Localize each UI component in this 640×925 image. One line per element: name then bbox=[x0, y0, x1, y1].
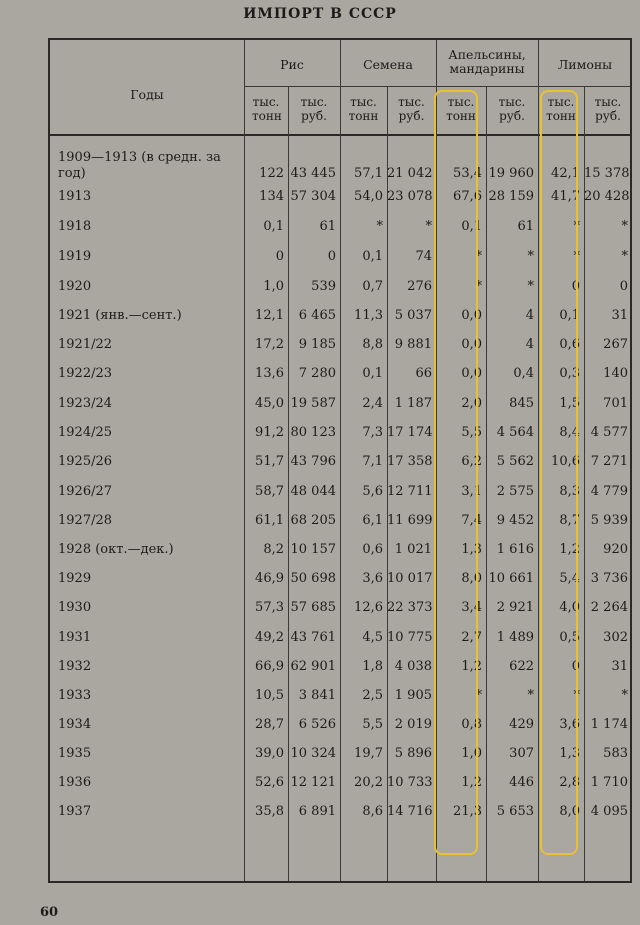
table-cell: 80 123 bbox=[290, 425, 336, 440]
year-label: 1913 bbox=[58, 189, 92, 204]
table-cell: 1 616 bbox=[496, 542, 534, 557]
table-cell: 4 038 bbox=[394, 659, 432, 674]
table-cell: * bbox=[527, 688, 534, 703]
table-cell: 2,8 bbox=[559, 775, 580, 790]
table-cell: 6 526 bbox=[298, 717, 336, 732]
table-cell: 5 896 bbox=[394, 746, 432, 761]
table-cell: 20 428 bbox=[584, 189, 630, 204]
table-cell: 701 bbox=[603, 396, 628, 411]
table-cell: 28 159 bbox=[488, 189, 534, 204]
table-cell: 66,9 bbox=[255, 659, 284, 674]
table-cell: 5 562 bbox=[496, 454, 534, 469]
group-header: Семена bbox=[363, 57, 413, 72]
table-cell: 1,2 bbox=[461, 775, 482, 790]
table-cell: 5 939 bbox=[590, 513, 628, 528]
table-cell: 43 796 bbox=[290, 454, 336, 469]
table-cell: 1,2 bbox=[559, 542, 580, 557]
table-cell: 31 bbox=[611, 659, 628, 674]
table-cell: 67,6 bbox=[453, 189, 482, 204]
table-cell: 5,5 bbox=[362, 717, 383, 732]
highlight-box bbox=[540, 90, 578, 855]
table-cell: * bbox=[573, 219, 580, 234]
table-cell: 20,2 bbox=[354, 775, 383, 790]
table-cell: 61 bbox=[319, 219, 336, 234]
table-cell: 50 698 bbox=[290, 571, 336, 586]
table-cell: 11 699 bbox=[387, 513, 433, 528]
page-title: ИМПОРТ В СССР bbox=[243, 6, 397, 22]
table-cell: 5,6 bbox=[362, 484, 383, 499]
table-cell: 43 761 bbox=[290, 630, 336, 645]
year-label: 1922/23 bbox=[58, 366, 113, 381]
table-cell: * bbox=[573, 249, 580, 264]
unit-header: тыс. тонн bbox=[252, 95, 282, 123]
table-cell: 1 021 bbox=[394, 542, 432, 557]
table-cell: 12,6 bbox=[354, 600, 383, 615]
table-cell: 0,0 bbox=[461, 308, 482, 323]
table-cell: 622 bbox=[509, 659, 534, 674]
table-cell: 45,0 bbox=[255, 396, 284, 411]
table-cell: 3,1 bbox=[461, 484, 482, 499]
table-cell: 0,6 bbox=[362, 542, 383, 557]
table-cell: 17,2 bbox=[255, 337, 284, 352]
table-cell: 583 bbox=[603, 746, 628, 761]
highlight-box bbox=[434, 90, 478, 855]
year-label: 1934 bbox=[58, 717, 92, 732]
table-cell: 8,0 bbox=[559, 804, 580, 819]
table-cell: 8,4 bbox=[559, 425, 580, 440]
table-cell: 0,1 bbox=[263, 219, 284, 234]
table-cell: 8,2 bbox=[263, 542, 284, 557]
table-cell: 6,1 bbox=[362, 513, 383, 528]
table-cell: 53,4 bbox=[453, 166, 482, 181]
table-cell: * bbox=[621, 688, 628, 703]
table-cell: 267 bbox=[603, 337, 628, 352]
table-cell: * bbox=[621, 219, 628, 234]
year-label: 1924/25 bbox=[58, 425, 113, 440]
table-cell: 74 bbox=[415, 249, 432, 264]
table-cell: 0 bbox=[327, 249, 336, 264]
table-cell: 10 661 bbox=[488, 571, 534, 586]
table-cell: 276 bbox=[407, 279, 432, 294]
unit-header: тыс. руб. bbox=[300, 95, 328, 123]
table-cell: 9 452 bbox=[496, 513, 534, 528]
table-cell: 2,4 bbox=[362, 396, 383, 411]
table-cell: 5,5 bbox=[461, 425, 482, 440]
table-cell: 48 044 bbox=[290, 484, 336, 499]
table-cell: 7,1 bbox=[362, 454, 383, 469]
unit-header: тыс. руб. bbox=[594, 95, 622, 123]
table-cell: 5 653 bbox=[496, 804, 534, 819]
table-cell: 5,4 bbox=[559, 571, 580, 586]
table-cell: 12 121 bbox=[290, 775, 336, 790]
table-cell: 140 bbox=[603, 366, 628, 381]
table-cell: 1,3 bbox=[461, 542, 482, 557]
table-cell: 2,0 bbox=[461, 396, 482, 411]
year-label: 1929 bbox=[58, 571, 92, 586]
table-cell: 1 905 bbox=[394, 688, 432, 703]
year-label: 1926/27 bbox=[58, 484, 113, 499]
table-cell: 4 577 bbox=[590, 425, 628, 440]
table-cell: 0,1 bbox=[362, 249, 383, 264]
year-label: 1930 bbox=[58, 600, 92, 615]
table-cell: 1,3 bbox=[559, 746, 580, 761]
year-label: 1936 bbox=[58, 775, 92, 790]
table-cell: 0,3 bbox=[559, 366, 580, 381]
year-label: 1923/24 bbox=[58, 396, 113, 411]
table-cell: 10,5 bbox=[255, 688, 284, 703]
table-cell: 1 174 bbox=[590, 717, 628, 732]
table-cell: 122 bbox=[259, 166, 284, 181]
table-cell: 19 960 bbox=[488, 166, 534, 181]
table-cell: 7 280 bbox=[298, 366, 336, 381]
year-label: 1927/28 bbox=[58, 513, 113, 528]
table-cell: 61 bbox=[517, 219, 534, 234]
table-cell: 51,7 bbox=[255, 454, 284, 469]
table-cell: 11,3 bbox=[354, 308, 383, 323]
table-cell: 8,0 bbox=[461, 571, 482, 586]
table-cell: 7,3 bbox=[362, 425, 383, 440]
year-label: 1928 (окт.—дек.) bbox=[58, 542, 174, 557]
table-cell: 0 bbox=[571, 279, 580, 294]
table-cell: * bbox=[621, 249, 628, 264]
table-cell: 8,3 bbox=[559, 484, 580, 499]
table-cell: 22 373 bbox=[387, 600, 433, 615]
table-cell: 57,1 bbox=[354, 166, 383, 181]
import-table bbox=[48, 38, 632, 883]
table-cell: 0,5 bbox=[559, 630, 580, 645]
unit-header: тыс. руб. bbox=[498, 95, 526, 123]
table-cell: 41,7 bbox=[551, 189, 580, 204]
table-cell: 10 733 bbox=[387, 775, 433, 790]
table-cell: 12,1 bbox=[255, 308, 284, 323]
unit-header: тыс. руб. bbox=[398, 95, 425, 123]
table-cell: 0 bbox=[571, 659, 580, 674]
table-cell: 0,8 bbox=[461, 717, 482, 732]
table-cell: 0,4 bbox=[513, 366, 534, 381]
table-cell: 1,2 bbox=[461, 659, 482, 674]
table-cell: 2 921 bbox=[496, 600, 534, 615]
table-cell: 7 271 bbox=[590, 454, 628, 469]
table-cell: 62 901 bbox=[290, 659, 336, 674]
table-cell: 6 891 bbox=[298, 804, 336, 819]
table-cell: 4,0 bbox=[559, 600, 580, 615]
table-cell: 4 bbox=[525, 308, 534, 323]
table-cell: 46,9 bbox=[255, 571, 284, 586]
year-label: 1920 bbox=[58, 279, 92, 294]
table-cell: 0,1 bbox=[362, 366, 383, 381]
table-cell: 10,6 bbox=[551, 454, 580, 469]
table-cell: 1 187 bbox=[394, 396, 432, 411]
table-cell: 4,5 bbox=[362, 630, 383, 645]
table-cell: 57 685 bbox=[290, 600, 336, 615]
table-cell: 10 324 bbox=[290, 746, 336, 761]
table-cell: 4 095 bbox=[590, 804, 628, 819]
table-cell: 31 bbox=[611, 308, 628, 323]
table-cell: 2,5 bbox=[362, 688, 383, 703]
year-label: 1937 bbox=[58, 804, 92, 819]
table-cell: 302 bbox=[603, 630, 628, 645]
table-cell: 307 bbox=[509, 746, 534, 761]
table-cell: * bbox=[376, 219, 383, 234]
table-cell: 1 489 bbox=[496, 630, 534, 645]
table-cell: 0,1 bbox=[461, 219, 482, 234]
year-label: 1909—1913 (в средн. за год) bbox=[58, 150, 221, 181]
table-cell: 35,8 bbox=[255, 804, 284, 819]
table-cell: 0 bbox=[275, 249, 284, 264]
group-header: Лимоны bbox=[557, 57, 613, 72]
table-cell: 68 205 bbox=[290, 513, 336, 528]
table-cell: 0,6 bbox=[559, 337, 580, 352]
table-cell: 845 bbox=[509, 396, 534, 411]
table-cell: 10 017 bbox=[387, 571, 433, 586]
table-cell: 5 037 bbox=[394, 308, 432, 323]
table-cell: 9 185 bbox=[298, 337, 336, 352]
table-cell: 1,8 bbox=[362, 659, 383, 674]
table-cell: 39,0 bbox=[255, 746, 284, 761]
table-cell: 3,4 bbox=[461, 600, 482, 615]
years-column-header: Годы bbox=[130, 87, 164, 102]
table-cell: 10 775 bbox=[387, 630, 433, 645]
table-cell: 3,6 bbox=[559, 717, 580, 732]
table-cell: 4 bbox=[525, 337, 534, 352]
table-cell: 12 711 bbox=[387, 484, 433, 499]
table-cell: * bbox=[527, 249, 534, 264]
unit-header: тыс. тонн bbox=[546, 95, 576, 123]
table-cell: 19 587 bbox=[290, 396, 336, 411]
year-label: 1931 bbox=[58, 630, 92, 645]
table-cell: 3 736 bbox=[590, 571, 628, 586]
group-header: Рис bbox=[280, 57, 304, 72]
table-cell: 57 304 bbox=[290, 189, 336, 204]
table-cell: 0,0 bbox=[461, 337, 482, 352]
table-cell: 134 bbox=[259, 189, 284, 204]
table-cell: 58,7 bbox=[255, 484, 284, 499]
table-cell: 9 881 bbox=[394, 337, 432, 352]
table-cell: * bbox=[475, 249, 482, 264]
table-cell: 19,7 bbox=[354, 746, 383, 761]
table-cell: 8,6 bbox=[362, 804, 383, 819]
table-cell: 13,6 bbox=[255, 366, 284, 381]
year-label: 1921/22 bbox=[58, 337, 113, 352]
year-label: 1932 bbox=[58, 659, 92, 674]
table-cell: 52,6 bbox=[255, 775, 284, 790]
table-cell: 43 445 bbox=[290, 166, 336, 181]
table-cell: 429 bbox=[509, 717, 534, 732]
table-cell: 3,6 bbox=[362, 571, 383, 586]
table-cell: * bbox=[527, 279, 534, 294]
table-cell: 23 078 bbox=[387, 189, 433, 204]
table-cell: 42,1 bbox=[551, 166, 580, 181]
unit-header: тыс. тонн bbox=[446, 95, 476, 123]
table-cell: 6,2 bbox=[461, 454, 482, 469]
table-cell: 8,8 bbox=[362, 337, 383, 352]
table-cell: 17 174 bbox=[387, 425, 433, 440]
table-cell: 2,7 bbox=[461, 630, 482, 645]
unit-header: тыс. тонн bbox=[348, 95, 379, 123]
table-cell: 0,7 bbox=[362, 279, 383, 294]
table-cell: 1,0 bbox=[461, 746, 482, 761]
table-cell: 57,3 bbox=[255, 600, 284, 615]
table-cell: 0 bbox=[619, 279, 628, 294]
table-cell: 66 bbox=[415, 366, 432, 381]
table-cell: 21 042 bbox=[387, 166, 433, 181]
table-cell: 17 358 bbox=[387, 454, 433, 469]
table-cell: 91,2 bbox=[255, 425, 284, 440]
table-cell: 1 710 bbox=[590, 775, 628, 790]
table-cell: 4 779 bbox=[590, 484, 628, 499]
table-cell: 2 019 bbox=[394, 717, 432, 732]
table-cell: 2 575 bbox=[496, 484, 534, 499]
table-cell: 49,2 bbox=[255, 630, 284, 645]
table-cell: 21,3 bbox=[453, 804, 482, 819]
year-label: 1919 bbox=[58, 249, 92, 264]
group-header: Апельсины, мандарины bbox=[448, 47, 526, 76]
table-cell: 6 465 bbox=[298, 308, 336, 323]
table-cell: * bbox=[475, 688, 482, 703]
table-cell: 2 264 bbox=[590, 600, 628, 615]
table-cell: 10 157 bbox=[290, 542, 336, 557]
table-cell: * bbox=[573, 688, 580, 703]
table-cell: 14 716 bbox=[387, 804, 433, 819]
year-label: 1933 bbox=[58, 688, 92, 703]
table-cell: 61,1 bbox=[255, 513, 284, 528]
table-cell: 28,7 bbox=[255, 717, 284, 732]
table-cell: 15 378 bbox=[584, 166, 630, 181]
page-number: 60 bbox=[40, 905, 59, 920]
year-label: 1935 bbox=[58, 746, 92, 761]
year-label: 1925/26 bbox=[58, 454, 113, 469]
table-cell: 446 bbox=[509, 775, 534, 790]
table-rule bbox=[244, 86, 630, 87]
year-label: 1921 (янв.—сент.) bbox=[58, 308, 182, 323]
table-cell: 0,1 bbox=[559, 308, 580, 323]
table-cell: 920 bbox=[603, 542, 628, 557]
table-cell: * bbox=[425, 219, 432, 234]
table-cell: 4 564 bbox=[496, 425, 534, 440]
table-cell: * bbox=[475, 279, 482, 294]
table-cell: 1,0 bbox=[263, 279, 284, 294]
table-cell: 3 841 bbox=[298, 688, 336, 703]
table-cell: 1,5 bbox=[559, 396, 580, 411]
table-cell: 54,0 bbox=[354, 189, 383, 204]
table-cell: 7,4 bbox=[461, 513, 482, 528]
table-cell: 8,7 bbox=[559, 513, 580, 528]
table-cell: 539 bbox=[311, 279, 336, 294]
table-cell: 0,0 bbox=[461, 366, 482, 381]
year-label: 1918 bbox=[58, 219, 92, 234]
